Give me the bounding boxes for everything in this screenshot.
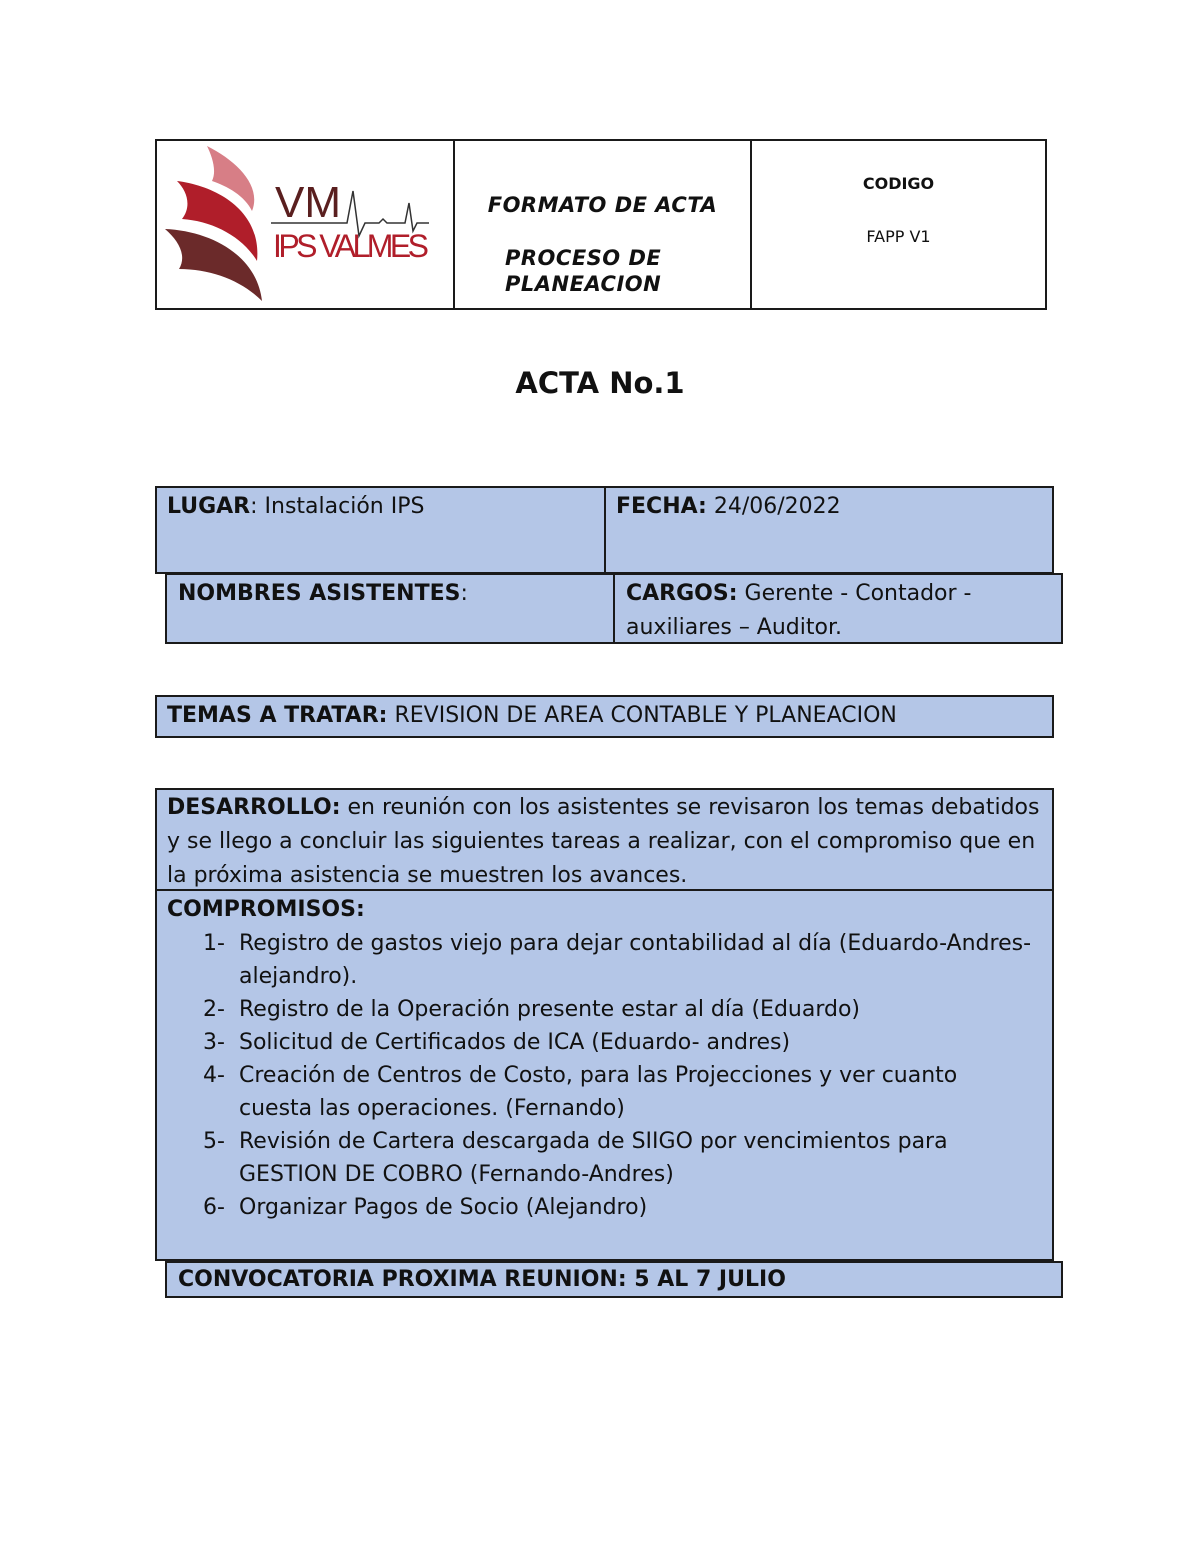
asistentes-cell: NOMBRES ASISTENTES:	[165, 573, 615, 644]
desarrollo-value: en reunión con los asistentes se revisaron los temas debatidos y se llego a concluir las siguientes tareas a realizar, con el compromiso que en la próxima asistencia se muestren los avances.	[167, 795, 1040, 888]
asistentes-label: NOMBRES ASISTENTES	[178, 581, 461, 606]
list-item	[167, 993, 1037, 1026]
item-number: 5-	[203, 1129, 225, 1154]
item-number: 1-	[203, 931, 225, 956]
temas-label: TEMAS A TRATAR:	[167, 703, 388, 728]
cargos-label: CARGOS:	[626, 581, 738, 606]
list-item	[167, 927, 1037, 993]
logo-initials: VM	[275, 178, 341, 227]
logo-name: IPS VALMES	[273, 228, 429, 264]
title-cell	[455, 141, 752, 308]
header-table	[155, 139, 1047, 310]
compromisos-list	[167, 927, 1037, 1224]
lugar-value: Instalación IPS	[264, 494, 425, 519]
logo-cell	[157, 141, 455, 308]
item-number: 4-	[203, 1063, 225, 1088]
list-item	[167, 1191, 1037, 1224]
compromisos-label: COMPROMISOS:	[167, 897, 365, 922]
format-title: FORMATO DE ACTA	[487, 193, 718, 217]
item-text: Solicitud de Certificados de ICA (Eduardo- andres)	[239, 1030, 791, 1055]
item-number: 2-	[203, 997, 225, 1022]
code-cell	[752, 141, 1045, 308]
lugar-cell: LUGAR: Instalación IPS	[155, 486, 606, 574]
cargos-value: Gerente - Contador -auxiliares – Auditor.	[626, 581, 972, 640]
item-text: Organizar Pagos de Socio (Alejandro)	[239, 1195, 648, 1220]
temas-cell	[155, 695, 1054, 738]
item-text: Revisión de Cartera descargada de SIIGO por vencimientos para GESTION DE COBRO (Fernando-Andres)	[239, 1129, 948, 1187]
item-number: 6-	[203, 1195, 225, 1220]
fecha-label: FECHA:	[616, 494, 707, 519]
code-value: FAPP V1	[866, 227, 931, 246]
list-item	[167, 1125, 1037, 1191]
compromisos-cell	[155, 889, 1054, 1261]
item-number: 3-	[203, 1030, 225, 1055]
lugar-label: LUGAR	[167, 494, 251, 519]
fecha-value: 24/06/2022	[713, 494, 841, 519]
item-text: Creación de Centros de Costo, para las Projecciones y ver cuanto cuesta las operaciones. (Fernando)	[239, 1063, 958, 1121]
cargos-cell	[613, 573, 1063, 644]
desarrollo-cell	[155, 788, 1054, 891]
convocatoria-cell	[165, 1261, 1063, 1298]
list-item	[167, 1026, 1037, 1059]
logo-flame-icon	[157, 141, 455, 308]
code-label: CODIGO	[862, 174, 935, 193]
item-text: Registro de gastos viejo para dejar contabilidad al día (Eduardo-Andres-alejandro).	[239, 931, 1032, 989]
fecha-cell	[604, 486, 1054, 574]
item-text: Registro de la Operación presente estar al día (Eduardo)	[239, 997, 861, 1022]
acta-title: ACTA No.1	[515, 366, 685, 400]
desarrollo-label: DESARROLLO:	[167, 795, 341, 820]
list-item	[167, 1059, 1037, 1125]
convocatoria-text: CONVOCATORIA PROXIMA REUNION: 5 AL 7 JULIO	[178, 1267, 786, 1292]
process-title: PROCESO DE PLANEACION	[505, 246, 662, 296]
temas-value: REVISION DE AREA CONTABLE Y PLANEACION	[394, 703, 897, 728]
